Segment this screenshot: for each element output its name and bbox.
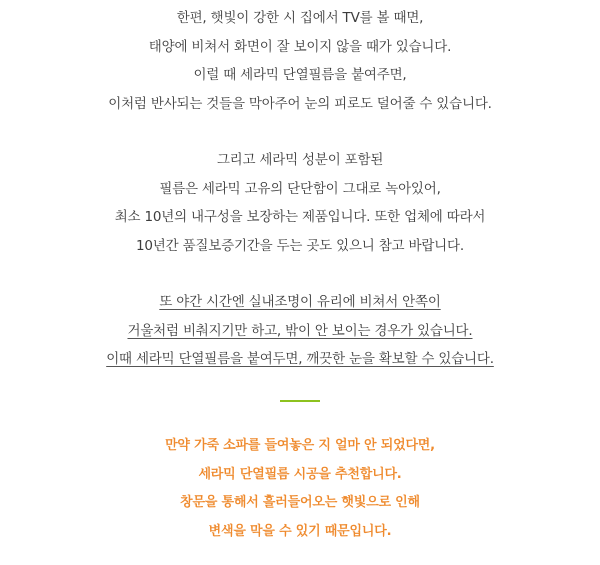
highlight-paragraph-leather-sofa	[0, 432, 600, 546]
text-line: 이처럼 반사되는 것들을 막아주어 눈의 피로도 덜어줄 수 있습니다.	[108, 96, 492, 113]
paragraph-tv-glare	[0, 4, 600, 119]
highlight-text-line: 만약 가죽 소파를 들여놓은 지 얼마 안 되었다면,	[165, 438, 435, 453]
highlight-text-line: 창문을 통해서 흘러들어오는 햇빛으로 인해	[180, 495, 420, 510]
underlined-text-line: 이때 세라믹 단열필름을 붙여두면, 깨끗한 눈을 확보할 수 있습니다.	[106, 351, 494, 368]
text-line: 이럴 때 세라믹 단열필름을 붙여주면,	[193, 67, 407, 84]
paragraph-durability	[0, 146, 600, 261]
highlight-text-line: 변색을 막을 수 있기 때문입니다.	[208, 523, 392, 539]
text-line: 10년간 품질보증기간을 두는 곳도 있으니 참고 바랍니다.	[136, 238, 464, 255]
text-line: 태양에 비쳐서 화면이 잘 보이지 않을 때가 있습니다.	[148, 38, 452, 55]
section-divider	[280, 400, 320, 402]
text-line: 필름은 세라믹 고유의 단단함이 그대로 녹아있어,	[159, 180, 441, 197]
text-line: 한편, 햇빛이 강한 시 집에서 TV를 볼 때면,	[176, 10, 424, 26]
paragraph-night-reflection	[0, 288, 600, 374]
underlined-text-line: 거울처럼 비춰지기만 하고, 밖이 안 보이는 경우가 있습니다.	[127, 322, 473, 339]
text-line: 그리고 세라믹 성분이 포함된	[216, 152, 384, 168]
text-line: 최소 10년의 내구성을 보장하는 제품입니다. 또한 업체에 따라서	[114, 209, 486, 226]
underlined-text-line: 또 야간 시간엔 실내조명이 유리에 비쳐서 안쪽이	[159, 294, 441, 310]
highlight-text-line: 세라믹 단열필름 시공을 추천합니다.	[198, 466, 402, 482]
